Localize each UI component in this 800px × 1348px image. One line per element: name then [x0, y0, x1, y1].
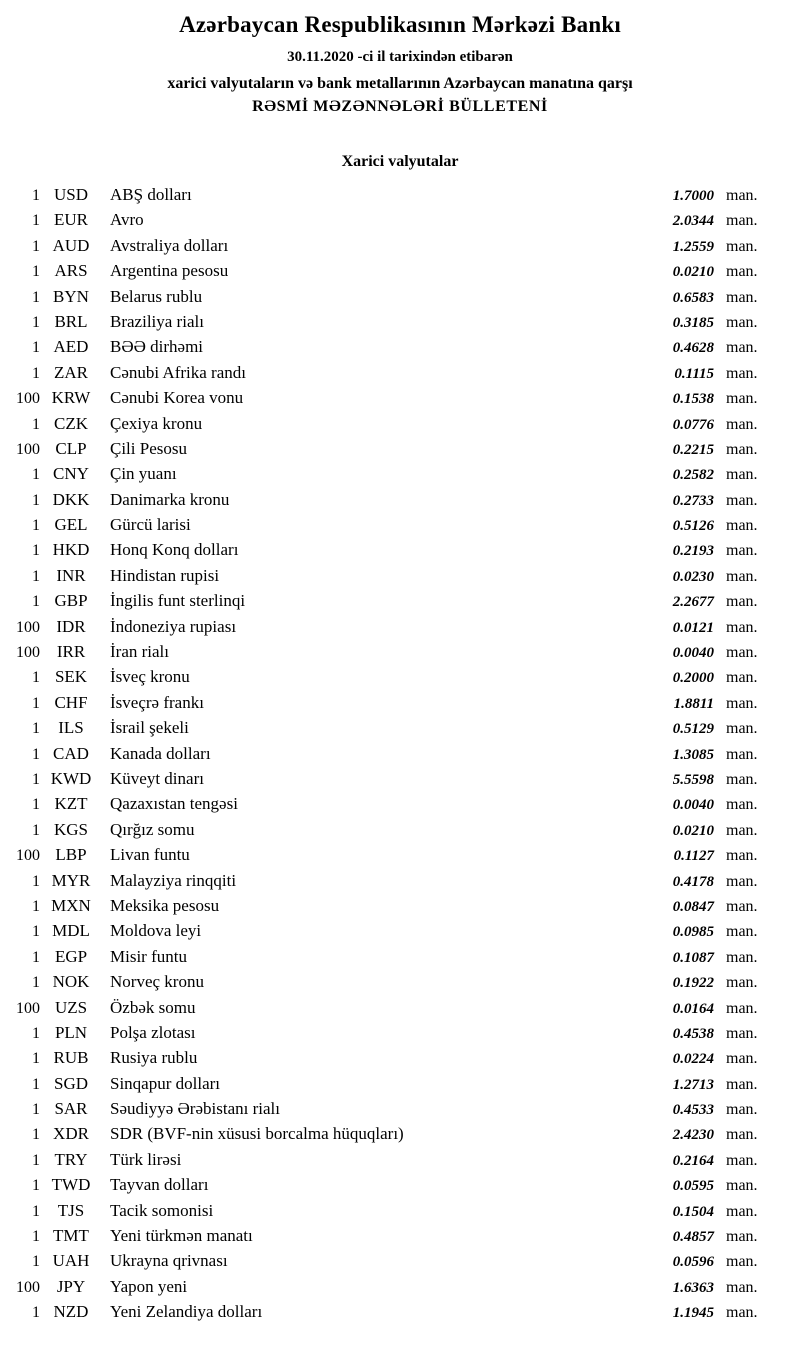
currency-code-cell: MYR — [51, 870, 91, 890]
unit-cell: man. — [726, 567, 758, 585]
quantity-cell: 1 — [32, 694, 40, 712]
rate-row — [0, 893, 770, 918]
effective-date-line: 30.11.2020 -ci il tarixindən etibarən — [287, 49, 513, 65]
rate-row — [0, 334, 770, 359]
quantity-cell: 1 — [32, 263, 40, 281]
rate-row — [0, 842, 770, 867]
rate-row — [0, 1248, 770, 1273]
currency-name-cell: Hindistan rupisi — [110, 565, 220, 585]
unit-cell: man. — [726, 872, 758, 890]
currency-name-cell: İran rialı — [110, 642, 169, 662]
rate-value-cell: 1.6363 — [672, 1279, 714, 1296]
currency-name-cell: İsrail şekeli — [110, 718, 189, 738]
section-title: Xarici valyutalar — [341, 153, 459, 170]
unit-cell: man. — [726, 821, 758, 839]
unit-cell: man. — [726, 212, 758, 230]
unit-cell: man. — [726, 1202, 758, 1220]
rate-row — [0, 868, 770, 893]
rate-row — [0, 461, 770, 486]
currency-code-cell: SAR — [54, 1099, 88, 1119]
currency-code-cell: CHF — [54, 692, 88, 712]
currency-name-cell: Cənubi Korea vonu — [110, 388, 244, 408]
quantity-cell: 1 — [32, 1075, 40, 1093]
quantity-cell: 1 — [32, 720, 40, 738]
rate-value-cell: 0.0847 — [672, 898, 714, 915]
rate-row — [0, 563, 770, 588]
currency-code-cell: RUB — [53, 1048, 89, 1068]
currency-name-cell: Belarus rublu — [110, 286, 203, 306]
rate-row — [0, 182, 770, 207]
rate-value-cell: 0.0776 — [672, 416, 714, 433]
rate-row — [0, 741, 770, 766]
unit-cell: man. — [726, 1278, 758, 1296]
unit-cell: man. — [726, 1101, 758, 1119]
rate-value-cell: 0.5126 — [672, 518, 714, 535]
currency-code-cell: MXN — [51, 895, 91, 915]
currency-code-cell: DKK — [52, 489, 90, 509]
rate-value-cell: 1.2559 — [672, 238, 714, 255]
currency-code-cell: AUD — [52, 235, 90, 255]
quantity-cell: 1 — [32, 1304, 40, 1322]
unit-cell: man. — [726, 593, 758, 611]
rate-value-cell: 2.4230 — [672, 1127, 714, 1144]
rate-value-cell: 0.0230 — [672, 568, 714, 585]
currency-code-cell: SGD — [53, 1073, 88, 1093]
rate-row — [0, 766, 770, 791]
currency-name-cell: Çin yuanı — [110, 464, 177, 484]
rate-row — [0, 436, 770, 461]
rate-value-cell: 0.4857 — [672, 1229, 714, 1246]
rate-row — [0, 1121, 770, 1146]
rate-row — [0, 639, 770, 664]
unit-cell: man. — [726, 491, 758, 509]
rate-value-cell: 5.5598 — [672, 771, 714, 788]
currency-name-cell: Avstraliya dolları — [110, 235, 229, 255]
rate-row — [0, 385, 770, 410]
currency-code-cell: CZK — [54, 413, 88, 433]
unit-cell: man. — [726, 187, 758, 204]
currency-code-cell: XDR — [53, 1124, 89, 1144]
rate-value-cell: 0.4178 — [672, 873, 714, 890]
currency-code-cell: UAH — [52, 1251, 90, 1271]
currency-name-cell: İsveç kronu — [110, 667, 190, 687]
unit-cell: man. — [726, 999, 758, 1017]
currency-code-cell: TRY — [54, 1149, 88, 1169]
currency-name-cell: Tacik somonisi — [110, 1200, 214, 1220]
unit-cell: man. — [726, 1177, 758, 1195]
currency-name-cell: Kanada dolları — [110, 743, 211, 763]
quantity-cell: 1 — [32, 313, 40, 331]
currency-name-cell: Meksika pesosu — [110, 895, 220, 915]
unit-cell: man. — [726, 770, 758, 788]
rate-row — [0, 1020, 770, 1045]
rate-value-cell: 0.2164 — [672, 1152, 714, 1169]
rate-value-cell: 0.0121 — [672, 619, 714, 636]
currency-code-cell: UZS — [54, 997, 88, 1017]
quantity-cell: 1 — [32, 923, 40, 941]
currency-name-cell: Misir funtu — [110, 946, 187, 966]
rate-value-cell: 0.3185 — [672, 314, 714, 331]
currency-code-cell: NZD — [53, 1302, 89, 1322]
currency-name-cell: Danimarka kronu — [110, 489, 230, 509]
rate-row — [0, 411, 770, 436]
currency-name-cell: Polşa zlotası — [110, 1022, 196, 1042]
rate-row — [0, 1223, 770, 1248]
unit-cell: man. — [726, 669, 758, 687]
rate-value-cell: 0.1127 — [673, 848, 714, 865]
quantity-cell: 1 — [32, 339, 40, 357]
currency-name-cell: Çili Pesosu — [110, 438, 187, 458]
rate-value-cell: 0.0164 — [672, 1000, 714, 1017]
unit-cell: man. — [726, 897, 758, 915]
currency-code-cell: JPY — [56, 1276, 86, 1296]
unit-cell: man. — [726, 694, 758, 712]
currency-name-cell: Gürcü larisi — [110, 515, 191, 535]
currency-code-cell: TWD — [51, 1175, 91, 1195]
rate-value-cell: 0.1922 — [672, 975, 714, 992]
rate-value-cell: 0.2582 — [672, 467, 714, 484]
rate-row — [0, 1147, 770, 1172]
currency-name-cell: ABŞ dolları — [110, 185, 192, 204]
currency-name-cell: Çexiya kronu — [110, 413, 203, 433]
unit-cell: man. — [726, 364, 758, 382]
bank-title: Azərbaycan Respublikasının Mərkəzi Bankı — [179, 12, 621, 37]
currency-code-cell: TJS — [57, 1200, 85, 1220]
unit-cell: man. — [726, 1253, 758, 1271]
rate-value-cell: 1.7000 — [672, 188, 714, 204]
rate-value-cell: 1.8811 — [673, 695, 714, 712]
currency-code-cell: GEL — [54, 515, 88, 535]
quantity-cell: 100 — [16, 390, 40, 408]
unit-cell: man. — [726, 1050, 758, 1068]
rate-value-cell: 0.0596 — [672, 1254, 714, 1271]
currency-name-cell: Yeni türkmən manatı — [110, 1226, 253, 1246]
rate-value-cell: 0.4628 — [672, 340, 714, 357]
rate-row — [0, 715, 770, 740]
currency-code-cell: KZT — [54, 794, 88, 814]
rate-row — [0, 944, 770, 969]
currency-name-cell: Braziliya rialı — [110, 311, 204, 331]
rate-row — [0, 284, 770, 309]
rate-value-cell: 0.0595 — [672, 1178, 714, 1195]
currency-name-cell: Özbək somu — [110, 997, 196, 1017]
quantity-cell: 1 — [32, 669, 40, 687]
currency-code-cell: BYN — [53, 286, 89, 306]
quantity-cell: 100 — [16, 999, 40, 1017]
currency-name-cell: Yapon yeni — [110, 1276, 188, 1296]
rate-row — [0, 995, 770, 1020]
rate-row — [0, 1299, 770, 1324]
rate-row — [0, 1045, 770, 1070]
quantity-cell: 1 — [32, 567, 40, 585]
rate-row — [0, 588, 770, 613]
currency-name-cell: Livan funtu — [110, 845, 190, 865]
currency-name-cell: Qırğız somu — [110, 819, 195, 839]
unit-cell: man. — [726, 923, 758, 941]
quantity-cell: 1 — [32, 187, 40, 204]
unit-cell: man. — [726, 1151, 758, 1169]
unit-cell: man. — [726, 339, 758, 357]
bulletin-title-line: RƏSMİ MƏZƏNNƏLƏRİ BÜLLETENİ — [252, 98, 548, 115]
rate-value-cell: 0.1504 — [672, 1203, 714, 1220]
quantity-cell: 1 — [32, 948, 40, 966]
currency-code-cell: USD — [53, 185, 88, 204]
currency-name-cell: Malayziya rinqqiti — [110, 870, 237, 890]
currency-code-cell: ARS — [54, 261, 88, 281]
unit-cell: man. — [726, 847, 758, 865]
unit-cell: man. — [726, 1304, 758, 1322]
rate-row — [0, 1071, 770, 1096]
quantity-cell: 1 — [32, 364, 40, 382]
rate-value-cell: 0.2193 — [672, 543, 714, 560]
quantity-cell: 100 — [16, 644, 40, 662]
rate-row — [0, 512, 770, 537]
rate-value-cell: 0.5129 — [672, 721, 714, 738]
rate-value-cell: 1.2713 — [672, 1076, 714, 1093]
quantity-cell: 1 — [32, 491, 40, 509]
rates-table — [0, 182, 800, 1325]
quantity-cell: 100 — [16, 440, 40, 458]
rate-row — [0, 1198, 770, 1223]
rate-row — [0, 664, 770, 689]
rate-row — [0, 614, 770, 639]
currency-code-cell: GBP — [54, 591, 88, 611]
quantity-cell: 1 — [32, 1024, 40, 1042]
rate-value-cell: 0.4538 — [672, 1025, 714, 1042]
currency-name-cell: Səudiyyə Ərəbistanı rialı — [110, 1099, 280, 1119]
currency-name-cell: Avro — [110, 210, 144, 230]
rate-row — [0, 817, 770, 842]
rate-row — [0, 258, 770, 283]
currency-code-cell: KWD — [50, 768, 92, 788]
rate-value-cell: 1.3085 — [672, 746, 714, 763]
currency-code-cell: EUR — [54, 210, 88, 230]
currency-code-cell: CAD — [53, 743, 89, 763]
quantity-cell: 1 — [32, 1202, 40, 1220]
rate-value-cell: 0.1115 — [674, 365, 714, 382]
unit-cell: man. — [726, 542, 758, 560]
unit-cell: man. — [726, 390, 758, 408]
currency-name-cell: BƏƏ dirhəmi — [110, 337, 204, 357]
rate-row — [0, 207, 770, 232]
unit-cell: man. — [726, 948, 758, 966]
quantity-cell: 1 — [32, 415, 40, 433]
currency-code-cell: CLP — [55, 438, 87, 458]
quantity-cell: 1 — [32, 796, 40, 814]
rate-value-cell: 0.0040 — [672, 645, 714, 662]
quantity-cell: 1 — [32, 1151, 40, 1169]
unit-cell: man. — [726, 517, 758, 535]
currency-name-cell: Ukrayna qrivnası — [110, 1251, 228, 1271]
quantity-cell: 1 — [32, 1126, 40, 1144]
rate-row — [0, 309, 770, 334]
rate-value-cell: 0.0210 — [672, 264, 714, 281]
unit-cell: man. — [726, 313, 758, 331]
rate-value-cell: 0.2215 — [672, 441, 714, 458]
quantity-cell: 1 — [32, 237, 40, 255]
quantity-cell: 1 — [32, 1050, 40, 1068]
quantity-cell: 1 — [32, 821, 40, 839]
quantity-cell: 1 — [32, 542, 40, 560]
currency-name-cell: Norveç kronu — [110, 972, 204, 992]
currency-code-cell: INR — [56, 565, 86, 585]
rate-row — [0, 487, 770, 512]
unit-cell: man. — [726, 974, 758, 992]
quantity-cell: 1 — [32, 745, 40, 763]
rate-row — [0, 791, 770, 816]
rate-row — [0, 1096, 770, 1121]
rate-value-cell: 0.2000 — [672, 670, 714, 687]
currency-code-cell: MDL — [52, 921, 90, 941]
rate-value-cell: 0.0224 — [672, 1051, 714, 1068]
currency-name-cell: Tayvan dolları — [110, 1175, 209, 1195]
quantity-cell: 1 — [32, 1228, 40, 1246]
rate-value-cell: 0.4533 — [672, 1102, 714, 1119]
currency-code-cell: CNY — [53, 464, 89, 484]
subject-line: xarici valyutaların və bank metallarının Azərbaycan manatına qarşı — [167, 75, 633, 92]
currency-name-cell: Yeni Zelandiya dolları — [110, 1302, 263, 1322]
quantity-cell: 1 — [32, 897, 40, 915]
rate-value-cell: 0.0210 — [672, 822, 714, 839]
currency-code-cell: BRL — [54, 311, 88, 331]
currency-name-cell: Küveyt dinarı — [110, 768, 204, 788]
rate-value-cell: 0.2733 — [672, 492, 714, 509]
currency-name-cell: İsveçrə frankı — [110, 692, 204, 712]
quantity-cell: 1 — [32, 1101, 40, 1119]
rate-value-cell: 0.0985 — [672, 924, 714, 941]
unit-cell: man. — [726, 618, 758, 636]
currency-name-cell: Honq Konq dolları — [110, 540, 239, 560]
rate-value-cell: 2.2677 — [672, 594, 714, 611]
unit-cell: man. — [726, 263, 758, 281]
unit-cell: man. — [726, 415, 758, 433]
unit-cell: man. — [726, 720, 758, 738]
quantity-cell: 1 — [32, 1177, 40, 1195]
unit-cell: man. — [726, 288, 758, 306]
currency-code-cell: NOK — [52, 972, 90, 992]
quantity-cell: 100 — [16, 1278, 40, 1296]
currency-name-cell: Cənubi Afrika randı — [110, 362, 246, 382]
quantity-cell: 1 — [32, 593, 40, 611]
quantity-cell: 100 — [16, 847, 40, 865]
currency-code-cell: KGS — [53, 819, 88, 839]
rate-value-cell: 0.6583 — [672, 289, 714, 306]
quantity-cell: 1 — [32, 212, 40, 230]
unit-cell: man. — [726, 237, 758, 255]
rate-row — [0, 918, 770, 943]
bulletin-header — [0, 12, 800, 116]
unit-cell: man. — [726, 1126, 758, 1144]
currency-name-cell: İndoneziya rupiası — [110, 616, 237, 636]
rate-row — [0, 233, 770, 258]
rate-value-cell: 0.0040 — [672, 797, 714, 814]
quantity-cell: 1 — [32, 1253, 40, 1271]
currency-code-cell: AED — [53, 337, 89, 357]
rate-row — [0, 537, 770, 562]
rate-row — [0, 1274, 770, 1299]
rate-row — [0, 690, 770, 715]
currency-name-cell: İngilis funt sterlinqi — [110, 591, 246, 611]
currency-name-cell: Türk lirəsi — [110, 1149, 182, 1169]
currency-code-cell: ILS — [58, 718, 84, 738]
quantity-cell: 1 — [32, 770, 40, 788]
unit-cell: man. — [726, 1024, 758, 1042]
unit-cell: man. — [726, 440, 758, 458]
currency-name-cell: Rusiya rublu — [110, 1048, 198, 1068]
rate-row — [0, 360, 770, 385]
currency-code-cell: TMT — [53, 1226, 89, 1246]
unit-cell: man. — [726, 1075, 758, 1093]
rate-row — [0, 1172, 770, 1197]
currency-name-cell: Sinqapur dolları — [110, 1073, 221, 1093]
quantity-cell: 1 — [32, 974, 40, 992]
quantity-cell: 1 — [32, 466, 40, 484]
rate-value-cell: 2.0344 — [672, 213, 714, 230]
rate-value-cell: 0.1538 — [672, 391, 714, 408]
currency-code-cell: SEK — [54, 667, 88, 687]
currency-code-cell: HKD — [52, 540, 90, 560]
currency-name-cell: SDR (BVF-nin xüsusi borcalma hüquqları) — [110, 1124, 404, 1144]
rate-value-cell: 1.1945 — [672, 1305, 714, 1322]
quantity-cell: 1 — [32, 872, 40, 890]
currency-code-cell: EGP — [54, 946, 88, 966]
quantity-cell: 1 — [32, 288, 40, 306]
currency-name-cell: Moldova leyi — [110, 921, 202, 941]
rate-row — [0, 969, 770, 994]
currency-name-cell: Argentina pesosu — [110, 261, 229, 281]
unit-cell: man. — [726, 796, 758, 814]
currency-code-cell: PLN — [54, 1022, 88, 1042]
currency-code-cell: LBP — [55, 845, 87, 865]
quantity-cell: 1 — [32, 517, 40, 535]
currency-code-cell: KRW — [51, 388, 91, 408]
currency-name-cell: Qazaxıstan tengəsi — [110, 794, 238, 814]
quantity-cell: 100 — [16, 618, 40, 636]
currency-code-cell: ZAR — [54, 362, 88, 382]
unit-cell: man. — [726, 745, 758, 763]
currency-code-cell: IRR — [56, 642, 86, 662]
unit-cell: man. — [726, 1228, 758, 1246]
currency-code-cell: IDR — [56, 616, 86, 636]
unit-cell: man. — [726, 466, 758, 484]
unit-cell: man. — [726, 644, 758, 662]
rate-value-cell: 0.1087 — [672, 949, 714, 966]
